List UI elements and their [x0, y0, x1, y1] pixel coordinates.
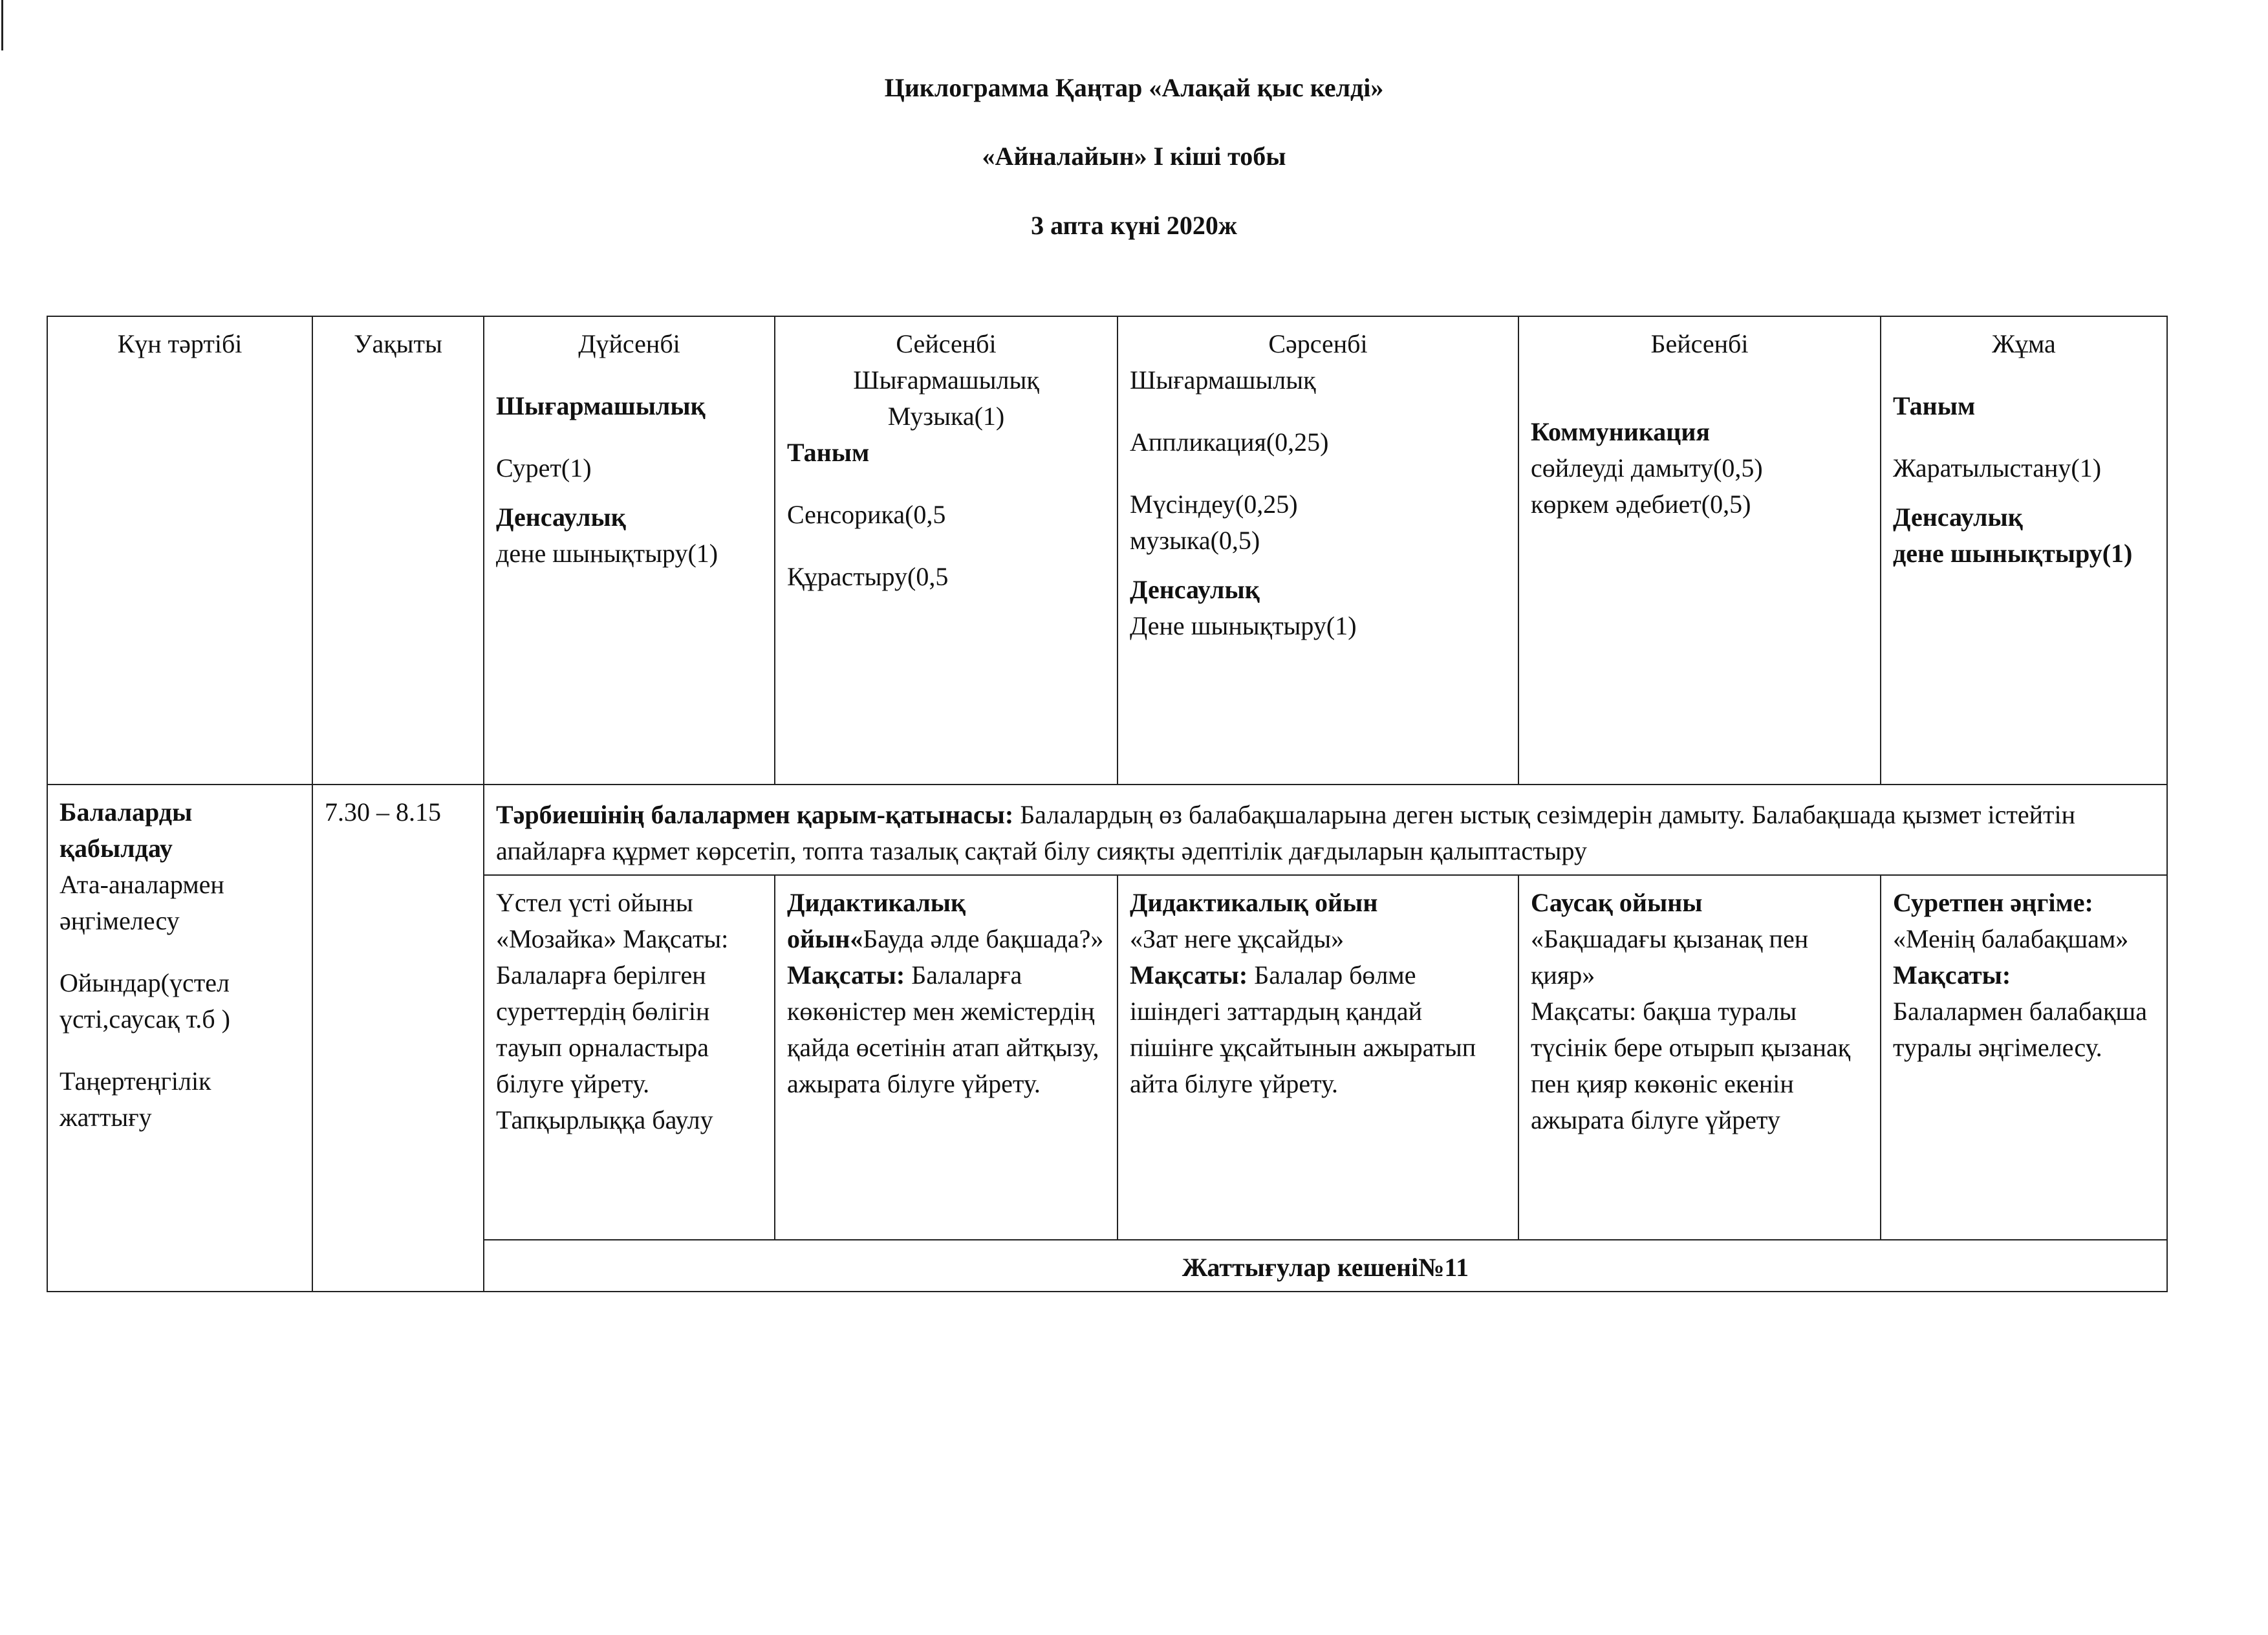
tuesday-area-1: Шығармашылық: [853, 365, 1039, 395]
thursday-subject-2: көркем әдебиет(0,5): [1531, 490, 1751, 519]
document-title: Циклограмма Қаңтар «Алақай қыс келді»: [884, 73, 1384, 102]
game-friday-goal-label: Мақсаты:: [1893, 960, 2011, 990]
tuesday-label: Сейсенбі: [896, 329, 997, 358]
routine-label: Күн тәртібі: [117, 329, 243, 358]
teacher-note-cell: [484, 785, 2167, 875]
week-line: 3 апта күні 2020ж: [1031, 211, 1237, 240]
game-thursday-goal: Мақсаты: бақша туралы түсінік бере отырып қызанақ пен қияр көкөніс екенін ажырата білуге үйрету: [1531, 997, 1851, 1134]
teacher-note-text: Балалардың өз балабақшаларына деген ыстық сезімдерін дамыту. Балабақшада қызмет істейтін апайларға құрмет көрсетіп, топта тазалық сақтай білу сияқты әдептілік дағдыларын қалыптастыру: [496, 800, 2076, 865]
reception-time: 7.30 – 8.15: [325, 797, 441, 827]
game-thursday: [1518, 875, 1881, 1240]
teacher-note-label: Тәрбиешінің балалармен қарым-қатынасы:: [496, 800, 1014, 829]
game-wednesday-goal: Балалар бөлме ішіндегі заттардың қандай пішінге ұқсайтынын ажыратып айта білуге үйрету.: [1130, 960, 1476, 1098]
friday-subject-1: Жаратылыстану(1): [1893, 453, 2102, 482]
thursday-area-1: Коммуникация: [1531, 417, 1711, 446]
game-tuesday-name: Бауда әлде бақшада?»: [863, 924, 1104, 953]
friday-label: Жұма: [1992, 329, 2056, 358]
wednesday-area-1: Шығармашылық: [1130, 365, 1316, 395]
game-wednesday: [1118, 875, 1518, 1240]
reception-title: Балаларды қабылдау: [59, 797, 193, 863]
group-name: «Айналайын» І кіші тобы: [982, 142, 1286, 171]
col-header-tuesday: [775, 316, 1118, 785]
game-thursday-name: «Бақшадағы қызанақ пен қияр»: [1531, 924, 1809, 990]
reception-line-1: Ата-аналармен әңгімелесу: [59, 870, 224, 935]
col-header-routine: [47, 316, 312, 785]
time-label: Уақыты: [354, 329, 442, 358]
scan-edge-line: [1, 0, 3, 50]
friday-area-1: Таным: [1893, 391, 1976, 420]
col-header-monday: [484, 316, 775, 785]
exercise-cell: [484, 1240, 2167, 1292]
tuesday-subject-2: Сенсорика(0,5: [787, 500, 946, 529]
tuesday-area-2: Таным: [787, 438, 870, 467]
game-wednesday-goal-label: Мақсаты:: [1130, 960, 1248, 990]
reception-line-3: Таңертеңгілік жаттығу: [59, 1067, 211, 1132]
header-row: [47, 316, 2167, 785]
cyclogram-table: [47, 316, 2168, 1292]
game-monday-text: Үстел үсті ойыны «Мозайка» Мақсаты: Балаларға берілген суреттердің бөлігін тауып орналастыра білуге үйрету. Тапқырлыққа баулу: [496, 888, 729, 1134]
monday-label: Дүйсенбі: [578, 329, 680, 358]
game-wednesday-name: «Зат неге ұқсайды»: [1130, 924, 1345, 953]
wednesday-area-2: Денсаулық: [1130, 575, 1260, 604]
game-monday: [484, 875, 775, 1240]
monday-area-1: Шығармашылық: [496, 391, 706, 420]
wednesday-subject-4: Дене шынықтыру(1): [1130, 611, 1357, 640]
game-tuesday: [775, 875, 1118, 1240]
friday-subject-2: дене шынықтыру(1): [1893, 539, 2133, 568]
wednesday-label: Сәрсенбі: [1268, 329, 1368, 358]
reception-cell: [47, 785, 312, 1292]
thursday-subject-1: сөйлеуді дамыту(0,5): [1531, 453, 1763, 482]
game-tuesday-goal: Балаларға көкөністер мен жемістердің қайда өсетінін атап айтқызу, ажырата білуге үйрету.: [787, 960, 1099, 1098]
wednesday-subject-1: Аппликация(0,25): [1130, 428, 1329, 457]
monday-subject-2: дене шынықтыру(1): [496, 539, 718, 568]
friday-area-2: Денсаулық: [1893, 503, 2023, 532]
col-header-wednesday: [1118, 316, 1518, 785]
game-friday-goal: Балалармен балабақша туралы әңгімелесу.: [1893, 997, 2147, 1062]
tuesday-subject-3: Құрастыру(0,5: [787, 562, 949, 591]
game-tuesday-goal-label: Мақсаты:: [787, 960, 905, 990]
monday-area-2: Денсаулық: [496, 503, 626, 532]
thursday-label: Бейсенбі: [1650, 329, 1749, 358]
tuesday-subject-1: Музыка(1): [887, 402, 1005, 431]
game-wednesday-title: Дидактикалық ойын: [1130, 888, 1378, 917]
reception-time-cell: [312, 785, 484, 1292]
game-friday-title: Суретпен әңгіме:: [1893, 888, 2093, 917]
game-friday: [1881, 875, 2167, 1240]
wednesday-subject-3: музыка(0,5): [1130, 526, 1260, 555]
exercise-label: Жаттығулар кешені№11: [1182, 1253, 1469, 1282]
reception-line-2: Ойындар(үстел үсті,саусақ т.б ): [59, 968, 230, 1034]
game-friday-name: «Менің балабақшам»: [1893, 924, 2129, 953]
game-tuesday-title: Дидактикалық ойын«: [787, 888, 966, 953]
col-header-time: [312, 316, 484, 785]
col-header-thursday: [1518, 316, 1881, 785]
wednesday-subject-2: Мүсіндеу(0,25): [1130, 490, 1298, 519]
monday-subject-1: Сурет(1): [496, 453, 592, 482]
game-thursday-title: Саусақ ойыны: [1531, 888, 1703, 917]
col-header-friday: [1881, 316, 2167, 785]
reception-row: [47, 785, 2167, 875]
